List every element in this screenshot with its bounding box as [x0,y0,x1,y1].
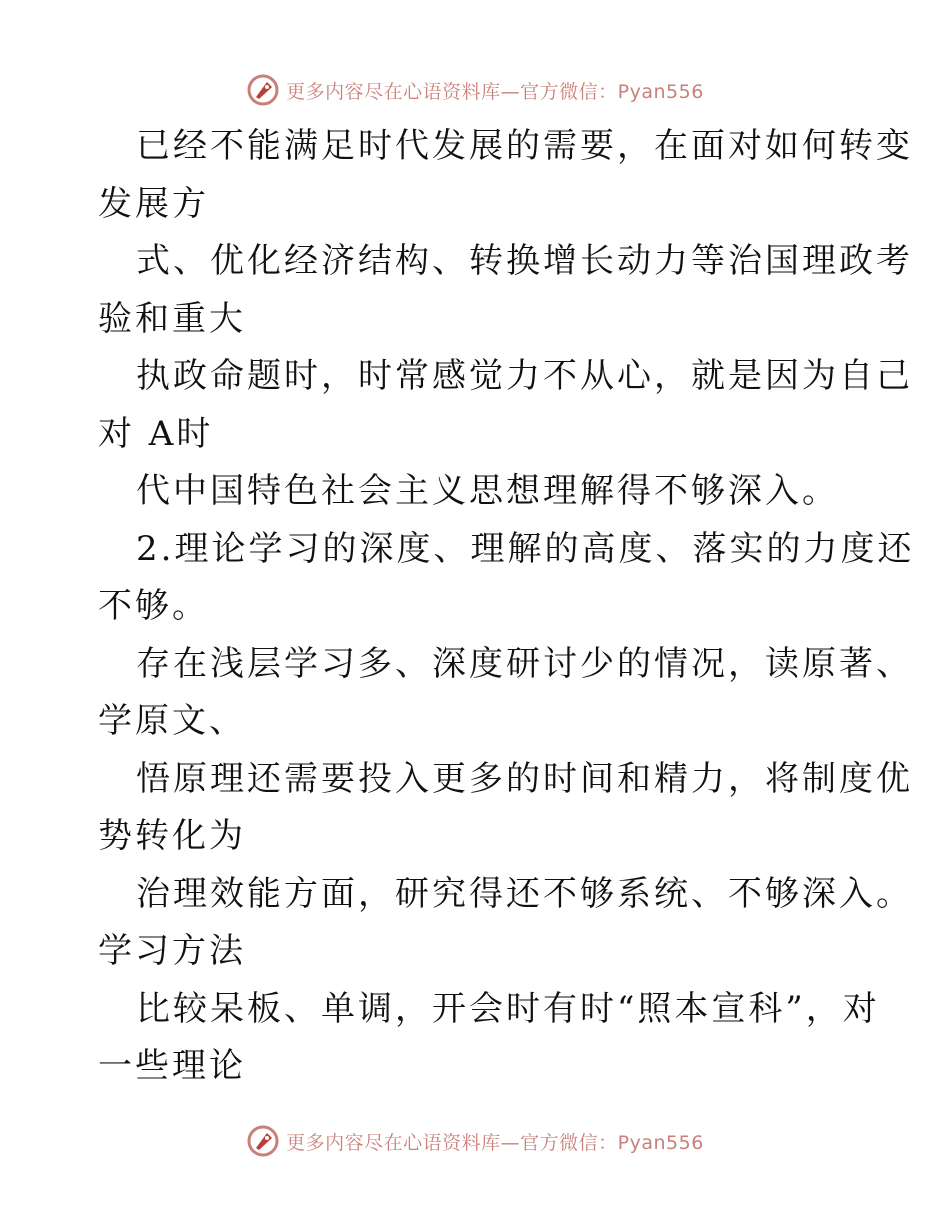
text-line: 学习方法 [98,931,246,971]
document-body [98,118,915,1096]
text-line: 对 A时 [98,413,214,454]
text-line: 验和重大 [98,298,246,339]
text-line: 存在浅层学习多、深度研讨少的情况，读原著、 [136,643,913,684]
footer-banner-text: 更多内容尽在心语资料库—官方微信：Pyan556 [286,1131,704,1154]
pen-nib-logo-icon [246,73,280,107]
text-line: 式、优化经济结构、转换增长动力等治国理政考 [136,241,913,281]
text-line: 治理效能方面，研究得还不够系统、不够深入。 [136,873,913,914]
text-line: 悟原理还需要投入更多的时间和精力，将制度优 [136,758,913,799]
text-line: 一些理论 [98,1046,246,1086]
pen-nib-logo-icon [246,1124,280,1158]
header-banner [0,70,950,110]
header-banner-text: 更多内容尽在心语资料库—官方微信：Pyan556 [286,80,704,103]
text-line: 执政命题时，时常感觉力不从心，就是因为自己 [136,356,913,396]
section-heading: 2.理论学习的深度、理解的高度、落实的力度还 [136,528,915,569]
text-line: 发展方 [98,183,209,224]
text-line: 已经不能满足时代发展的需要，在面对如何转变 [136,126,913,166]
text-line: 不够。 [98,586,209,626]
text-line: 势转化为 [98,816,246,856]
text-line: 比较呆板、单调，开会时有时“照本宣科”，对 [136,988,880,1029]
text-line: 学原文、 [98,701,246,741]
footer-banner [0,1121,950,1161]
text-line: 代中国特色社会主义思想理解得不够深入。 [136,471,839,511]
